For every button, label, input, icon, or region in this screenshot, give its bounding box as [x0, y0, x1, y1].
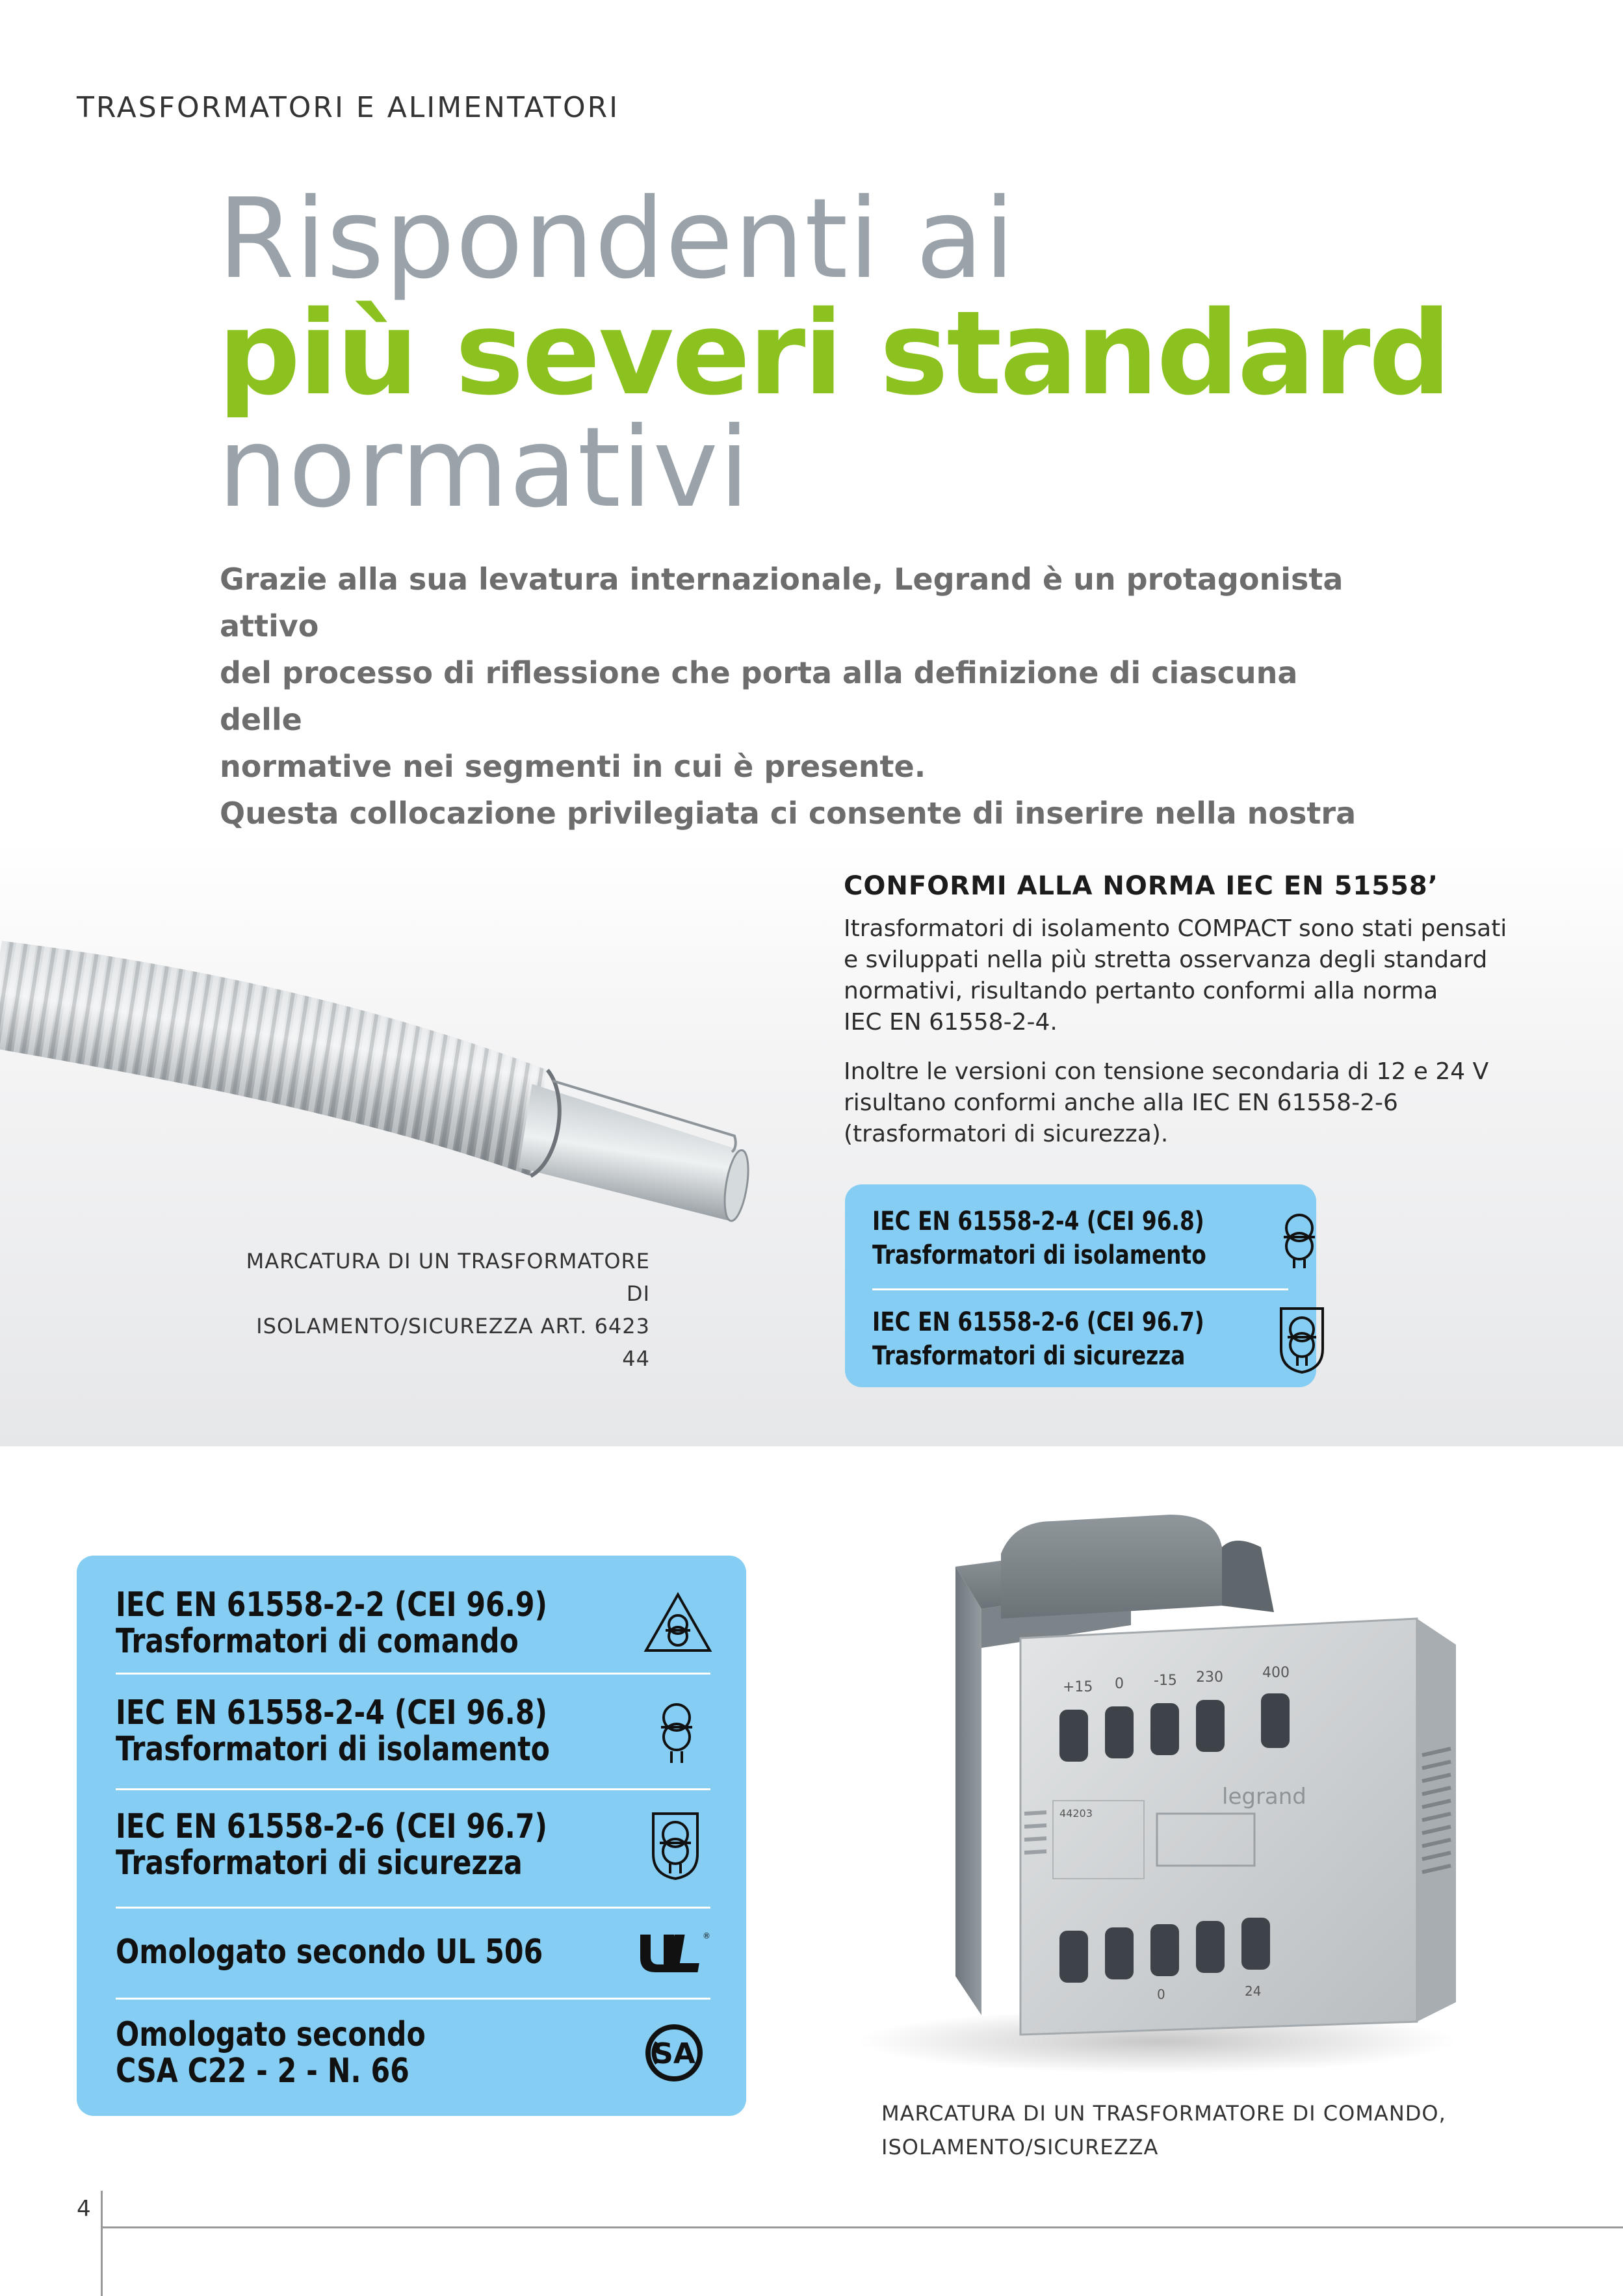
- conformity-line: Inoltre le versioni con tensione secondaria di 12 e 24 V: [844, 1058, 1489, 1085]
- terminal-label: +15: [1063, 1679, 1093, 1695]
- conformity-line: Itrasformatori di isolamento COMPACT sono stati pensati: [844, 915, 1507, 942]
- standard-text: [116, 1695, 550, 1768]
- conformity-line: risultano conformi anche alla IEC EN 61558-2-6: [844, 1089, 1398, 1116]
- conformity-title: CONFORMI ALLA NORMA IEC EN 51558’: [844, 871, 1438, 901]
- terminal-label: 400: [1262, 1665, 1290, 1681]
- hero-line-3: normativi: [218, 404, 751, 532]
- isolation-transformer-icon: [1280, 1206, 1319, 1271]
- corrugated-tube-image: [0, 936, 819, 1235]
- row-divider: [116, 1907, 710, 1909]
- standard-row: [116, 1920, 710, 1985]
- standard-text: [116, 2016, 426, 2089]
- conformity-paragraph-1: [844, 913, 1533, 1038]
- standard-desc: Trasformatori di isolamento: [116, 1730, 550, 1769]
- conformity-paragraph-2: [844, 1056, 1533, 1150]
- hero-line-2: più severi standard: [218, 286, 1449, 421]
- standard-code: IEC EN 61558-2-4 (CEI 96.8): [116, 1693, 548, 1732]
- ref-label: 44203: [1059, 1807, 1093, 1820]
- terminal-label: -15: [1154, 1673, 1177, 1689]
- safety-transformer-icon: [1277, 1303, 1327, 1375]
- product-caption-line: MARCATURA DI UN TRASFORMATORE DI COMANDO,: [881, 2101, 1446, 2126]
- standard-code: IEC EN 61558-2-6 (CEI 96.7): [116, 1807, 548, 1846]
- csa-mark-icon: [644, 2023, 704, 2083]
- standard-row: [116, 1803, 710, 1887]
- page-number: 4: [77, 2196, 91, 2222]
- intro-line: normative nei segmenti in cui è presente.: [220, 749, 926, 784]
- hero-title: [218, 175, 1449, 532]
- brand-label: legrand: [1222, 1784, 1306, 1810]
- standard-desc: Trasformatori di isolamento: [872, 1240, 1206, 1270]
- standard-row: [116, 1587, 710, 1660]
- section-label: TRASFORMATORI E ALIMENTATORI: [77, 91, 620, 124]
- tube-caption: [240, 1245, 650, 1375]
- standard-text: [872, 1305, 1204, 1373]
- standard-text: [872, 1205, 1206, 1272]
- svg-text:®: ®: [703, 1931, 710, 1940]
- terminal-label: 230: [1196, 1669, 1223, 1686]
- standard-code: Omologato secondo UL 506: [116, 1933, 543, 1972]
- terminal-label: 0: [1115, 1676, 1124, 1692]
- conformity-body: [844, 913, 1533, 1168]
- conformity-line: normativi, risultando pertanto conformi alla norma: [844, 978, 1438, 1004]
- standard-code: IEC EN 61558-2-6 (CEI 96.7): [872, 1307, 1204, 1337]
- product-caption-line: ISOLAMENTO/SICUREZZA: [881, 2135, 1159, 2159]
- standard-desc: Trasformatori di sicurezza: [116, 1844, 523, 1883]
- row-divider: [116, 1673, 710, 1675]
- standard-code: IEC EN 61558-2-4 (CEI 96.8): [872, 1207, 1204, 1236]
- standard-code: IEC EN 61558-2-2 (CEI 96.9): [116, 1585, 548, 1624]
- standard-text: [116, 1587, 547, 1660]
- intro-line: Questa collocazione privilegiata ci consente di inserire nella nostra: [220, 796, 1357, 831]
- standard-desc: Trasformatori di comando: [116, 1622, 519, 1661]
- footer-vertical-rule: [101, 2191, 103, 2296]
- tube-caption-line: ISOLAMENTO/SICUREZZA ART. 6423 44: [256, 1314, 650, 1371]
- ul-mark-icon: [638, 1929, 710, 1975]
- isolation-transformer-icon: [657, 1695, 696, 1767]
- control-transformer-icon: [642, 1591, 714, 1656]
- standard-text: [116, 1934, 543, 1970]
- terminal-label: 24: [1245, 1983, 1262, 1999]
- footer-rule: [101, 2226, 1623, 2228]
- row-divider: [872, 1288, 1288, 1290]
- conformity-line: (trasformatori di sicurezza).: [844, 1121, 1169, 1147]
- standards-box-small: [845, 1184, 1316, 1387]
- tube-caption-line: MARCATURA DI UN TRASFORMATORE DI: [246, 1249, 650, 1306]
- transformer-product-image: [767, 1508, 1495, 2080]
- svg-text:SA: SA: [653, 2037, 695, 2070]
- standard-desc: CSA C22 - 2 - N. 66: [116, 2052, 409, 2091]
- row-divider: [116, 1788, 710, 1790]
- intro-line: del processo di riflessione che porta alla definizione di ciascuna delle: [220, 655, 1298, 737]
- conformity-line: IEC EN 61558-2-4.: [844, 1009, 1058, 1036]
- terminal-label: 0: [1157, 1987, 1165, 2002]
- product-caption: [881, 2096, 1446, 2164]
- standard-row: [116, 1689, 710, 1773]
- standard-text: [116, 1808, 547, 1881]
- intro-line: Grazie alla sua levatura internazionale, Legrand è un protagonista attivo: [220, 562, 1344, 644]
- standard-row: [872, 1203, 1288, 1274]
- standard-row: [872, 1300, 1288, 1378]
- conformity-line: e sviluppati nella più stretta osservanza degli standard: [844, 946, 1488, 973]
- standard-row: [116, 2011, 710, 2095]
- safety-transformer-icon: [649, 1808, 701, 1881]
- standard-code: Omologato secondo: [116, 2015, 426, 2054]
- standards-box-large: [77, 1556, 746, 2116]
- hero-line-1: Rispondenti ai: [218, 175, 1016, 304]
- row-divider: [116, 1998, 710, 2000]
- standard-desc: Trasformatori di sicurezza: [872, 1341, 1186, 1371]
